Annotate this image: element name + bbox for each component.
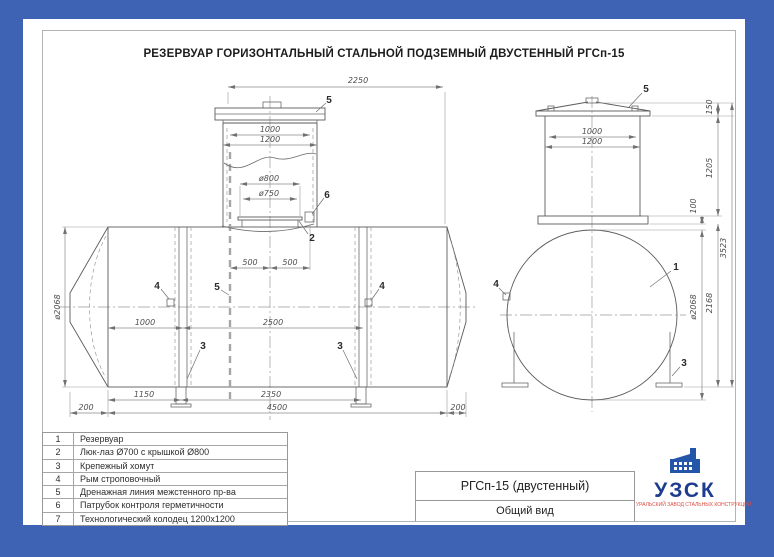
part-number: 4 <box>43 473 74 485</box>
manhole-hatch <box>222 217 314 232</box>
logo-tagline: УРАЛЬСКИЙ ЗАВОД СТАЛЬНЫХ КОНСТРУКЦИЙ <box>636 502 752 508</box>
part-number: 7 <box>43 513 74 525</box>
part-number: 5 <box>43 486 74 498</box>
fastening-straps <box>171 227 371 407</box>
part-name: Резервуар <box>80 434 124 444</box>
dim-collar-h: 100 <box>689 198 698 214</box>
dim-cover-h: 150 <box>705 99 714 115</box>
callout-control: 6 <box>324 190 330 201</box>
title-block-model: РГСп-15 (двустенный) <box>416 472 634 501</box>
callout-strap-left: 3 <box>200 341 206 352</box>
dim-lid-dia: ø800 <box>258 174 280 183</box>
dim-seg-first: 1000 <box>134 318 156 327</box>
left-view <box>53 76 478 420</box>
dim-top-span: 2250 <box>347 76 369 85</box>
end-view <box>493 84 734 412</box>
table-row <box>43 472 287 485</box>
table-row <box>43 459 287 472</box>
left-view-centerlines <box>58 96 478 420</box>
dim-tank-h: 2168 <box>705 292 714 314</box>
part-number: 3 <box>43 460 74 472</box>
table-row <box>43 433 287 445</box>
lifting-lugs <box>167 299 372 306</box>
table-row <box>43 498 287 511</box>
callout-cover-left: 5 <box>326 95 332 106</box>
title-block-view-name: Общий вид <box>496 505 554 517</box>
dim-half-left: 500 <box>242 258 258 267</box>
part-name: Крепежный хомут <box>80 460 155 471</box>
part-number: 1 <box>43 433 74 445</box>
table-row <box>43 485 287 498</box>
dim-well-outer: 1200 <box>259 135 281 144</box>
callout-strap-end: 3 <box>681 358 687 369</box>
part-name: Рым строповочный <box>80 473 161 484</box>
callout-rym-right: 4 <box>379 281 385 292</box>
title-block <box>415 471 635 521</box>
end-view-cover <box>536 98 650 116</box>
dim-well-end-outer: 1200 <box>581 137 603 146</box>
dim-shell-len: 4500 <box>266 403 288 412</box>
dim-well-end-inner: 1000 <box>581 127 603 136</box>
dim-shell-dia-end: ø2068 <box>689 294 698 320</box>
callout-rym-end: 4 <box>493 279 499 290</box>
callout-strap-right: 3 <box>337 341 343 352</box>
dim-cone-right: 200 <box>450 403 466 412</box>
dim-total-h: 3523 <box>719 237 728 259</box>
part-name: Технологический колодец 1200х1200 <box>80 513 235 524</box>
table-row <box>43 512 287 525</box>
dim-cone-left: 200 <box>78 403 94 412</box>
dim-neck-dia: ø750 <box>258 189 280 198</box>
dim-seg-mid: 2500 <box>262 318 284 327</box>
table-row <box>43 445 287 458</box>
callout-tank: 1 <box>673 262 679 273</box>
logo-abbr: УЗСК <box>654 479 716 502</box>
callout-hatch: 2 <box>309 233 315 244</box>
end-view-dimensions <box>545 99 734 400</box>
part-number: 2 <box>43 446 74 458</box>
drawing-title: РЕЗЕРВУАР ГОРИЗОНТАЛЬНЫЙ СТАЛЬНОЙ ПОДЗЕМНЫЙ ДВУСТЕННЫЙ РГСп-15 <box>143 48 625 60</box>
callout-cover-end: 5 <box>643 84 649 95</box>
left-view-dimensions <box>53 76 466 417</box>
factory-icon <box>666 447 704 475</box>
callout-drain: 5 <box>214 282 220 293</box>
dim-strap-first: 1150 <box>133 390 155 399</box>
dim-shell-dia-left: ø2068 <box>53 294 62 320</box>
dim-well-inner: 1000 <box>259 125 281 134</box>
dim-strap-span: 2350 <box>260 390 282 399</box>
parts-table <box>42 432 288 526</box>
uzsk-logo <box>636 447 752 517</box>
part-number: 6 <box>43 499 74 511</box>
callout-rym-left: 4 <box>154 281 160 292</box>
dim-half-right: 500 <box>282 258 298 267</box>
part-name: Дренажная линия межстенного пр-ва <box>80 487 236 498</box>
dim-well-h: 1205 <box>705 157 714 179</box>
part-name: Люк-лаз Ø700 с крышкой Ø800 <box>80 447 210 458</box>
part-name: Патрубок контроля герметичности <box>80 500 224 511</box>
